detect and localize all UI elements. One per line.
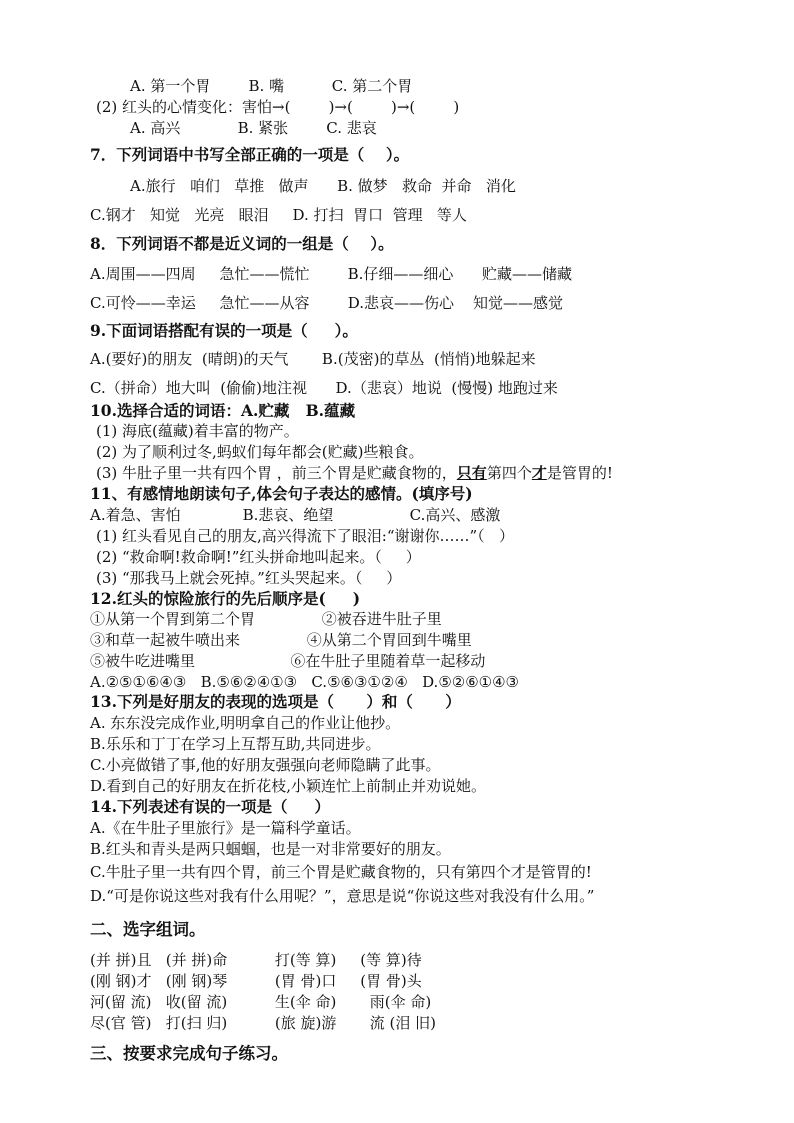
q14-option-d: D.“可是你说这些对我有什么用呢？”，意思是说“你说这些对我没有什么用。” bbox=[90, 887, 595, 905]
section-2-row-3: 河(留 流) 收(留 流) 生(伞 命) 雨(伞 命) bbox=[90, 993, 432, 1011]
q10-item-3 bbox=[96, 463, 613, 483]
q10-item-3-text: (3) 牛肚子里一共有四个胃 ，前三个胃是贮藏食物的， bbox=[96, 464, 457, 482]
q12-steps-1-2: ①从第一个胃到第二个胃 ②被吞进牛肚子里 bbox=[90, 610, 442, 628]
q11-item-2: (2) “救命啊!救命啊!”红头拼命地叫起来。（ ） bbox=[96, 548, 421, 566]
q10-item-2: (2) 为了顺利过冬,蚂蚁们每年都会(贮藏)些粮食。 bbox=[96, 443, 424, 461]
q9-title: 9.下面词语搭配有误的一项是（ ）。 bbox=[90, 321, 358, 340]
q8-title: 8．下列词语不都是近义词的一组是（ ）。 bbox=[90, 234, 394, 253]
q9-options-ab: A.(要好)的朋友 (晴朗)的天气 B.(茂密)的草丛 (悄悄)地躲起来 bbox=[90, 350, 536, 368]
section-2-row-2: (刚 钢)才 (刚 钢)琴 (胃 骨)口 (胃 骨)头 bbox=[90, 972, 422, 990]
q10-item-3-text-end: 是管胃的! bbox=[546, 464, 613, 482]
q7-title: 7．下列词语中书写全部正确的一项是（ ）。 bbox=[90, 145, 410, 164]
q13-title: 13.下列是好朋友的表现的选项是（ ）和（ ） bbox=[90, 692, 461, 711]
q14-title: 14.下列表述有误的一项是（ ） bbox=[90, 797, 330, 816]
q13-option-a: A. 东东没完成作业,明明拿自己的作业让他抄。 bbox=[90, 714, 401, 732]
q11-title: 11、有感情地朗读句子,体会句子表达的感情。(填序号) bbox=[90, 484, 473, 503]
q11-item-1: (1) 红头看见自己的朋友,高兴得流下了眼泪:“谢谢你……”（ ） bbox=[96, 527, 514, 545]
q7-options-ab: A.旅行 咱们 草推 做声 B. 做梦 救命 并命 消化 bbox=[130, 177, 516, 195]
q11-item-3: (3) “那我马上就会死掉。”红头哭起来。（ ） bbox=[96, 569, 402, 587]
q12-steps-5-6: ⑤被牛吃进嘴里 ⑥在牛肚子里随着草一起移动 bbox=[90, 652, 486, 670]
q14-option-c: C.牛肚子里一共有四个胃，前三个胃是贮藏食物的，只有第四个才是管胃的! bbox=[90, 863, 592, 881]
section-2-title: 二、选字组词。 bbox=[90, 920, 206, 939]
q12-steps-3-4: ③和草一起被牛喷出来 ④从第二个胃回到牛嘴里 bbox=[90, 631, 472, 649]
q8-options-ab: A.周围——四周 急忙——慌忙 B.仔细——细心 贮藏——储藏 bbox=[90, 265, 572, 283]
q10-item-3-text-mid: 第四个 bbox=[486, 464, 532, 482]
q14-option-b: B.红头和青头是两只蝈蝈，也是一对非常要好的朋友。 bbox=[90, 840, 451, 858]
q13-option-d: D.看到自己的好朋友在折花枝,小颖连忙上前制止并劝说她。 bbox=[90, 777, 487, 795]
q13-option-b: B.乐乐和丁丁在学习上互帮互助,共同进步。 bbox=[90, 735, 381, 753]
q10-item-1: (1) 海底(蕴藏)着丰富的物产。 bbox=[96, 422, 299, 440]
section-2-row-1: (并 拼)且 (并 拼)命 打(等 算) (等 算)待 bbox=[90, 951, 422, 969]
q12-options: A.②⑤①⑥④③ B.⑤⑥②④①③ C.⑤⑥③①②④ D.⑤②⑥①④③ bbox=[90, 673, 520, 691]
q9-options-cd: C.（拼命）地大叫 (偷偷)地注视 D.（悲哀）地说 (慢慢) 地跑过来 bbox=[90, 379, 558, 397]
q6-1-options: A. 第一个胃 B. 嘴 C. 第二个胃 bbox=[130, 77, 413, 95]
q10-item-3-underlined-zhiyou: 只有 bbox=[456, 464, 487, 482]
q6-2-prompt: (2) 红头的心情变化：害怕→( )→( )→( ) bbox=[96, 98, 460, 116]
section-2-row-4: 尽(官 管) 打(扫 归) (旅 旋)游 流 (泪 旧) bbox=[90, 1014, 437, 1032]
q10-item-3-underlined-cai: 才 bbox=[531, 464, 547, 482]
q7-options-cd: C.钢才 知觉 光亮 眼泪 D. 打扫 胃口 管理 等人 bbox=[90, 206, 467, 224]
q6-2-options: A. 高兴 B. 紧张 C. 悲哀 bbox=[130, 119, 377, 137]
q12-title: 12.红头的惊险旅行的先后顺序是( ) bbox=[90, 589, 361, 608]
q13-option-c: C.小亮做错了事,他的好朋友强强向老师隐瞒了此事。 bbox=[90, 756, 441, 774]
q11-options: A.着急、害怕 B.悲哀、绝望 C.高兴、感激 bbox=[90, 506, 501, 524]
q10-title: 10.选择合适的词语：A.贮藏 B.蕴藏 bbox=[90, 401, 356, 420]
section-3-title: 三、按要求完成句子练习。 bbox=[90, 1044, 288, 1063]
q8-options-cd: C.可怜——幸运 急忙——从容 D.悲哀——伤心 知觉——感觉 bbox=[90, 294, 564, 312]
q14-option-a: A.《在牛肚子里旅行》是一篇科学童话。 bbox=[90, 819, 361, 837]
